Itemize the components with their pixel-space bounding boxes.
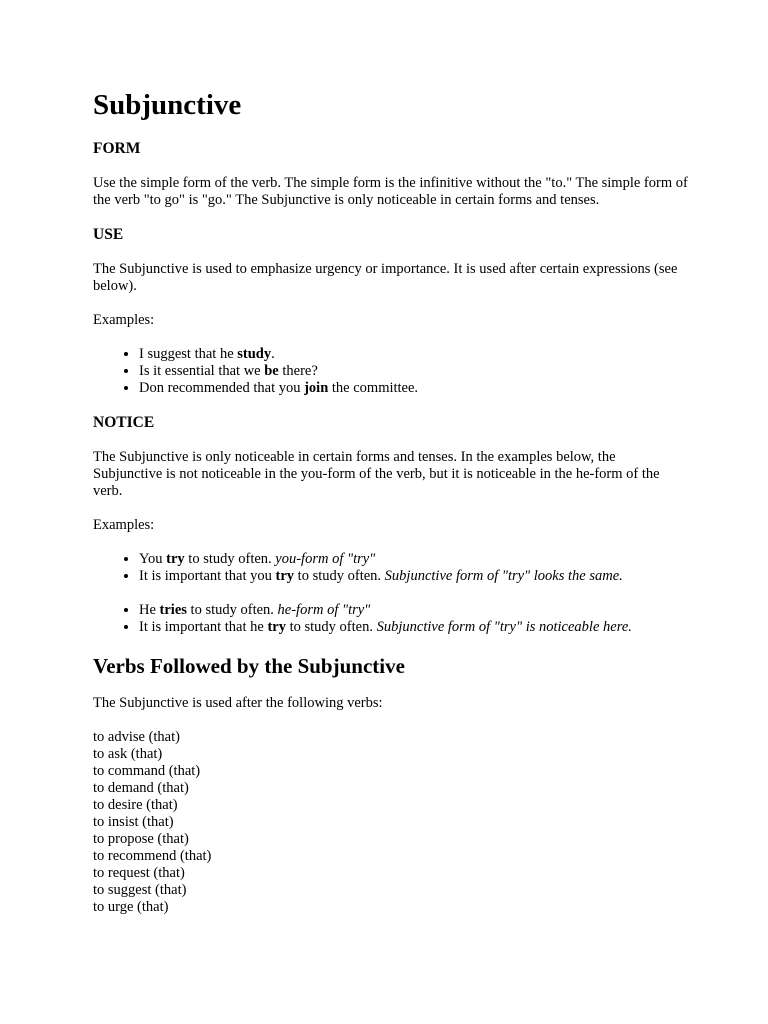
example-verb: try <box>267 619 286 635</box>
verb-list <box>93 729 688 916</box>
list-item: to urge (that) <box>93 899 169 915</box>
example-text: there? <box>278 363 318 379</box>
example-note: Subjunctive form of "try" looks the same. <box>384 568 623 584</box>
notice-heading: NOTICE <box>93 414 155 431</box>
verbs-heading: Verbs Followed by the Subjunctive <box>93 654 405 678</box>
notice-examples-label: Examples: <box>93 517 155 533</box>
form-heading: FORM <box>93 140 141 157</box>
example-text: Don recommended that you <box>139 380 305 396</box>
list-item: to desire (that) <box>93 797 178 813</box>
page-title: Subjunctive <box>93 89 242 121</box>
example-text: the committee. <box>328 380 419 396</box>
list-item <box>139 551 688 568</box>
example-text: Is it essential that we <box>139 363 265 379</box>
list-item: to command (that) <box>93 763 201 779</box>
list-item <box>139 380 688 397</box>
notice-examples-you-form <box>93 551 688 585</box>
example-note: he-form of "try" <box>277 602 371 618</box>
example-note: you-form of "try" <box>275 551 376 567</box>
example-text: to study often. <box>186 602 278 618</box>
list-item <box>139 619 688 636</box>
example-verb: tries <box>159 602 187 618</box>
list-item: to propose (that) <box>93 831 189 847</box>
example-verb: try <box>166 551 185 567</box>
example-text: to study often. <box>285 619 377 635</box>
verbs-intro: The Subjunctive is used after the following verbs: <box>93 695 383 711</box>
form-paragraph: Use the simple form of the verb. The simple form is the infinitive without the "to." The simple form of the verb "to go" is "go." The Subjunctive is only noticeable in certain forms and tenses. <box>93 175 688 208</box>
notice-paragraph: The Subjunctive is only noticeable in certain forms and tenses. In the examples below, the Subjunctive is not noticeable in the you-form of the verb, but it is noticeable in the he-form of the verb. <box>93 449 660 499</box>
example-verb: join <box>304 380 329 396</box>
example-text: It is important that you <box>139 568 276 584</box>
list-item <box>139 568 688 585</box>
list-item <box>139 363 688 380</box>
notice-examples-he-form <box>93 602 688 636</box>
example-verb: be <box>264 363 279 379</box>
list-item: to ask (that) <box>93 746 163 762</box>
example-verb: study <box>237 346 272 362</box>
list-item: to recommend (that) <box>93 848 212 864</box>
example-text: I suggest that he <box>139 346 238 362</box>
use-heading: USE <box>93 226 124 243</box>
list-item: to advise (that) <box>93 729 180 745</box>
example-text: You <box>139 551 167 567</box>
example-text: to study often. <box>184 551 276 567</box>
example-text: It is important that he <box>139 619 268 635</box>
example-text: . <box>271 346 275 362</box>
list-item <box>139 602 688 619</box>
use-examples-label: Examples: <box>93 312 155 328</box>
list-item <box>139 346 688 363</box>
list-item: to suggest (that) <box>93 882 187 898</box>
list-item: to demand (that) <box>93 780 189 796</box>
example-verb: try <box>275 568 295 584</box>
example-text: He <box>139 602 160 618</box>
example-note: Subjunctive form of "try" is noticeable here. <box>376 619 632 635</box>
use-examples-list <box>93 346 688 397</box>
list-item: to insist (that) <box>93 814 174 830</box>
list-item: to request (that) <box>93 865 185 881</box>
use-paragraph: The Subjunctive is used to emphasize urgency or importance. It is used after certain expressions (see below). <box>93 261 678 294</box>
example-text: to study often. <box>294 568 385 584</box>
